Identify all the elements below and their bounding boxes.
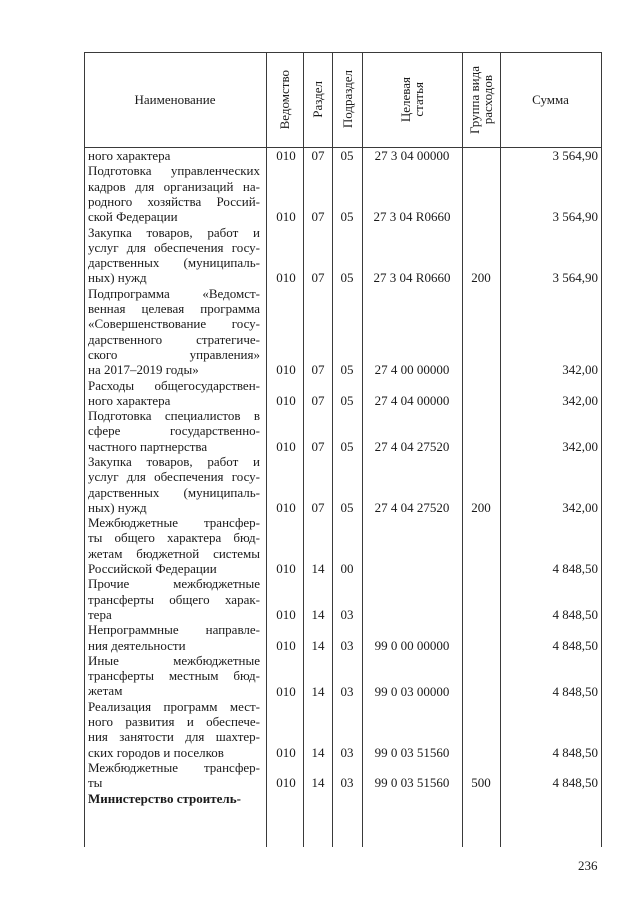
- header-summa: [500, 52, 601, 147]
- row-podrazdel: 05: [340, 392, 354, 408]
- row-name-line: Подготовка управленческих: [88, 163, 260, 179]
- row-razdel: 14: [311, 683, 325, 699]
- row-celevaya: 99 0 03 51560: [374, 775, 450, 791]
- row-name-line: дарственных (муниципаль-: [88, 255, 260, 271]
- row-gruppa: 500: [471, 775, 491, 791]
- row-name-line: Закупка товаров, работ и: [88, 454, 260, 469]
- row-name: [88, 653, 260, 699]
- row-name-line: ных) нужд: [88, 499, 147, 515]
- row-razdel: 14: [311, 637, 325, 653]
- row-name-line: ных) нужд: [88, 270, 147, 286]
- row-podrazdel: 03: [340, 775, 354, 791]
- row-summa: 4 848,50: [552, 744, 598, 760]
- row-name-line: ты: [88, 775, 103, 791]
- row-celevaya: 27 4 04 27520: [374, 499, 450, 515]
- row-summa: 342,00: [562, 499, 598, 515]
- row-razdel: 14: [311, 775, 325, 791]
- row-name-line: Реализация программ мест-: [88, 698, 260, 714]
- row-name-line: Министерство строитель-: [88, 790, 241, 806]
- row-name-line: Межбюджетные трансфер-: [88, 515, 260, 531]
- row-name-line: жетам: [88, 683, 123, 699]
- row-name-line: «Совершенствование госу-: [88, 316, 260, 332]
- header-gruppa: [462, 52, 500, 147]
- row-name-line: частного партнерства: [88, 438, 208, 454]
- row-gruppa: 200: [471, 499, 491, 515]
- row-podrazdel: 05: [340, 438, 354, 454]
- row-ved: 010: [276, 209, 296, 225]
- header-razdel: [303, 52, 332, 147]
- row-razdel: 07: [311, 392, 325, 408]
- header-celevaya: [362, 52, 462, 147]
- row-name-line: ты общего характера бюд-: [88, 530, 260, 546]
- row-ved: 010: [276, 744, 296, 760]
- row-ved: 010: [276, 683, 296, 699]
- row-ved: 010: [276, 362, 296, 378]
- row-razdel: 07: [311, 270, 325, 286]
- header-name: [84, 52, 266, 147]
- row-podrazdel: 05: [340, 270, 354, 286]
- row-name-line: на 2017–2019 годы»: [88, 362, 199, 378]
- row-celevaya: 27 4 04 00000: [374, 392, 450, 408]
- row-ved: 010: [276, 148, 296, 163]
- row-name-line: Прочие межбюджетные: [88, 576, 260, 592]
- row-podrazdel: 03: [340, 683, 354, 699]
- row-name-line: ской Федерации: [88, 209, 178, 225]
- row-name-line: дарственных (муниципаль-: [88, 484, 260, 500]
- row-podrazdel: 05: [340, 499, 354, 515]
- row-celevaya: 27 4 04 27520: [374, 438, 450, 454]
- row-celevaya: 99 0 00 00000: [374, 637, 450, 653]
- row-razdel: 14: [311, 561, 325, 577]
- row-summa: 3 564,90: [552, 148, 598, 163]
- header-celevaya-line1: Целевая: [398, 76, 413, 123]
- row-name-line: услуг для обеспечения госу-: [88, 469, 260, 485]
- row-name-line: венная целевая программа: [88, 300, 260, 316]
- row-name: [88, 163, 260, 224]
- row-name-line: Непрограммные направле-: [88, 622, 260, 638]
- row-name-line: ния занятости для шахтер-: [88, 729, 260, 745]
- row-name: [88, 699, 260, 760]
- row-summa: 4 848,50: [552, 683, 598, 699]
- row-name-line: тера: [88, 606, 112, 622]
- header-podrazdel: [332, 52, 362, 147]
- row-name-line: сфере государственно-: [88, 423, 260, 439]
- page-number: 236: [578, 858, 598, 873]
- row-name-line: ного характера: [88, 148, 171, 163]
- row-name-line: ного развития и обеспече-: [88, 714, 260, 730]
- row-name-line: Иные межбюджетные: [88, 652, 260, 668]
- row-podrazdel: 03: [340, 607, 354, 622]
- row-name-line: Закупка товаров, работ и: [88, 224, 260, 240]
- row-name: [88, 286, 260, 378]
- header-celevaya-line2: статья: [411, 82, 426, 117]
- header-summa-text: Сумма: [532, 92, 569, 107]
- row-podrazdel: 05: [340, 209, 354, 225]
- col-border-left: [84, 52, 85, 847]
- row-name-line: Подготовка специалистов в: [88, 408, 260, 424]
- row-name: [88, 760, 260, 791]
- row-razdel: 14: [311, 744, 325, 760]
- row-name: [88, 378, 260, 409]
- row-name-line: дарственного стратегиче-: [88, 331, 260, 347]
- row-summa: 342,00: [562, 362, 598, 378]
- row-podrazdel: 05: [340, 362, 354, 378]
- row-name: [88, 576, 260, 622]
- row-podrazdel: 03: [340, 744, 354, 760]
- row-ved: 010: [276, 637, 296, 653]
- row-razdel: 14: [311, 607, 325, 622]
- row-name: [88, 148, 260, 163]
- row-ved: 010: [276, 499, 296, 515]
- row-ved: 010: [276, 561, 296, 577]
- col-border-right: [601, 52, 602, 847]
- header-gruppa-line1: Группа вида: [467, 65, 482, 134]
- row-podrazdel: 00: [340, 561, 354, 577]
- row-name-line: ного характера: [88, 392, 171, 408]
- row-summa: 3 564,90: [552, 209, 598, 225]
- row-name: [88, 454, 260, 515]
- row-name-line: родного хозяйства Россий-: [88, 193, 260, 209]
- row-podrazdel: 05: [340, 148, 354, 163]
- row-ved: 010: [276, 438, 296, 454]
- row-name-line: кадров для организаций на-: [88, 178, 260, 194]
- row-name-line: услуг для обеспечения госу-: [88, 239, 260, 255]
- row-name-line: Подпрограмма «Ведомст-: [88, 285, 260, 301]
- row-name-line: Расходы общегосударствен-: [88, 377, 260, 393]
- row-razdel: 07: [311, 499, 325, 515]
- row-summa: 3 564,90: [552, 270, 598, 286]
- row-name-line: ского управления»: [88, 346, 260, 362]
- row-ved: 010: [276, 607, 296, 622]
- row-name: [88, 791, 260, 806]
- row-name: [88, 225, 260, 286]
- header-ved-text: Ведомство: [277, 69, 292, 130]
- row-razdel: 07: [311, 209, 325, 225]
- row-celevaya: 27 3 04 00000: [374, 148, 450, 163]
- col-border-name: [266, 52, 267, 847]
- row-razdel: 07: [311, 362, 325, 378]
- row-summa: 4 848,50: [552, 775, 598, 791]
- row-name: [88, 622, 260, 653]
- header-gruppa-line2: расходов: [480, 74, 495, 125]
- row-celevaya: 99 0 03 51560: [374, 744, 450, 760]
- row-celevaya: 99 0 03 00000: [374, 683, 450, 699]
- row-summa: 342,00: [562, 392, 598, 408]
- row-name: [88, 515, 260, 576]
- row-summa: 4 848,50: [552, 561, 598, 577]
- row-ved: 010: [276, 392, 296, 408]
- row-celevaya: 27 4 00 00000: [374, 362, 450, 378]
- row-name: [88, 408, 260, 454]
- header-name-text: Наименование: [134, 92, 216, 107]
- row-celevaya: 27 3 04 R0660: [373, 209, 451, 225]
- row-ved: 010: [276, 270, 296, 286]
- row-razdel: 07: [311, 438, 325, 454]
- row-celevaya: 27 3 04 R0660: [373, 270, 451, 286]
- row-razdel: 07: [311, 148, 325, 163]
- header-razdel-text: Раздел: [310, 81, 325, 118]
- header-podrazdel-text: Подраздел: [339, 70, 355, 129]
- row-name-line: жетам бюджетной системы: [88, 545, 260, 561]
- row-summa: 4 848,50: [552, 607, 598, 622]
- header-ved: [266, 52, 303, 147]
- row-name-line: трансферты местным бюд-: [88, 668, 260, 684]
- row-podrazdel: 03: [340, 637, 354, 653]
- row-name-line: Межбюджетные трансфер-: [88, 760, 260, 775]
- row-ved: 010: [276, 775, 296, 791]
- row-summa: 4 848,50: [552, 637, 598, 653]
- row-summa: 342,00: [562, 438, 598, 454]
- col-border-celevaya: [462, 52, 463, 847]
- row-name-line: Российской Федерации: [88, 561, 217, 577]
- row-name-line: ских городов и поселков: [88, 744, 224, 760]
- row-gruppa: 200: [471, 270, 491, 286]
- row-name-line: ния деятельности: [88, 637, 186, 653]
- row-name-line: трансферты общего харак-: [88, 591, 260, 607]
